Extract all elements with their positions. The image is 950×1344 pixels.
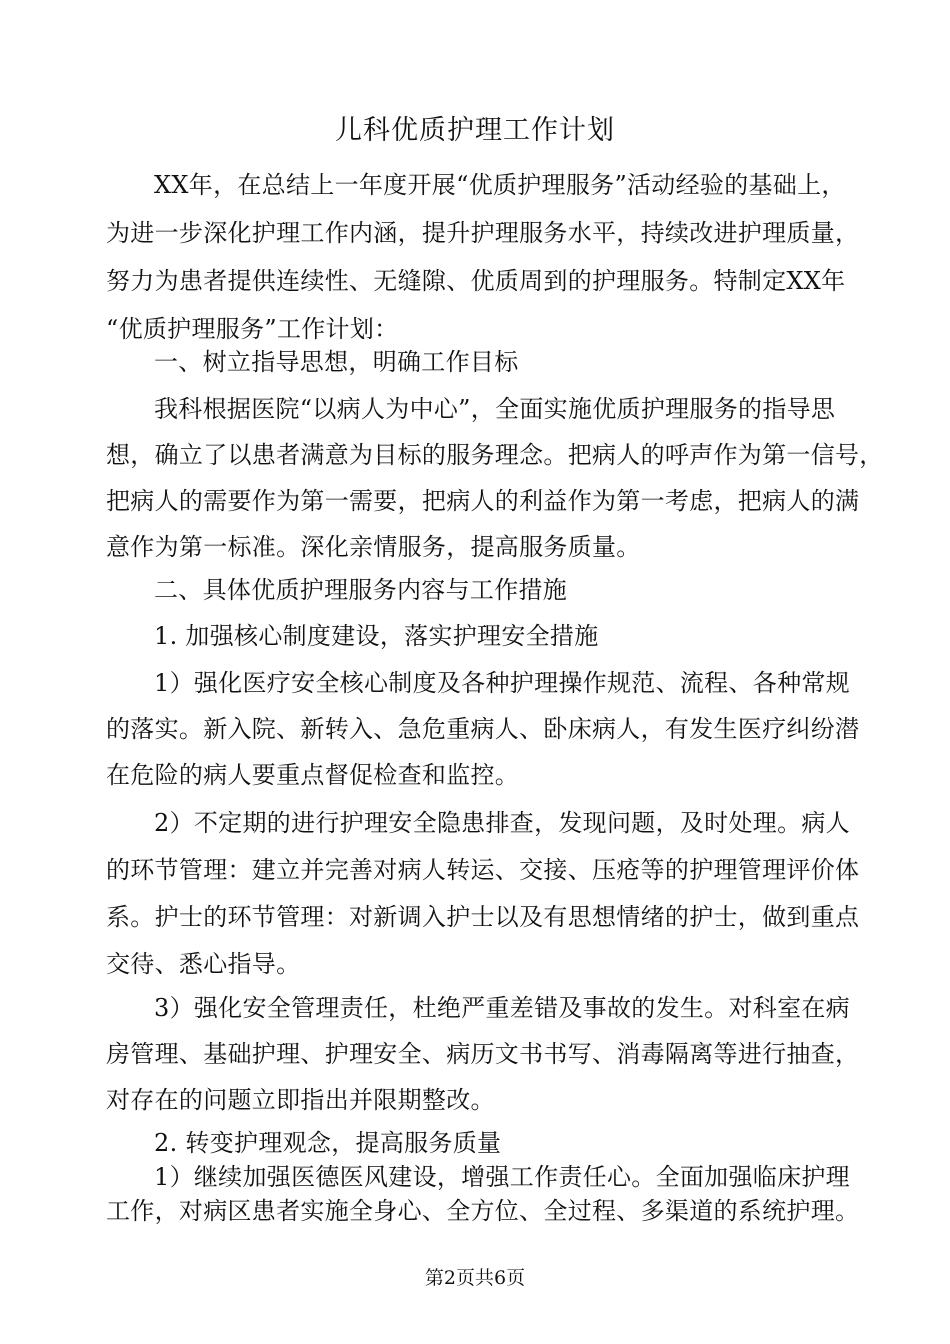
paragraph-line: “优质护理服务”工作计划： [106, 315, 399, 343]
section-heading-2 [106, 568, 846, 612]
paragraph-line: 的落实。新入院、新转入、急危重病人、卧床病人，有发生医疗纠纷潜 [106, 715, 860, 743]
paragraph-line: 想，确立了以患者满意为目标的服务理念。把病人的呼声作为第一信号， [106, 441, 884, 469]
heading-line: 2. 转变护理观念，提高服务质量 [154, 1129, 502, 1157]
heading-line: 二、具体优质护理服务内容与工作措施 [154, 576, 568, 604]
paragraph-line: 把病人的需要作为第一需要，把病人的利益作为第一考虑，把病人的满 [106, 487, 860, 515]
paragraph-line: 对存在的问题立即指出并限期整改。 [106, 1086, 495, 1114]
paragraph-line: 在危险的病人要重点督促检查和监控。 [106, 761, 520, 789]
document-title: 儿科优质护理工作计划 [335, 115, 615, 146]
paragraph-line: 工作，对病区患者实施全身心、全方位、全过程、多渠道的系统护理。 [106, 1197, 860, 1225]
subheading-2 [106, 1122, 846, 1164]
paragraph-line: 的环节管理：建立并完善对病人转运、交接、压疮等的护理管理评价体 [106, 856, 860, 884]
heading-line: 1. 加强核心制度建设，落实护理安全措施 [154, 622, 599, 650]
item-1-paragraph [106, 660, 860, 798]
paragraph-line: 意作为第一标准。深化亲情服务，提高服务质量。 [106, 533, 641, 561]
paragraph-line: 努力为患者提供连续性、无缝隙、优质周到的护理服务。特制定XX年 [106, 267, 846, 295]
paragraph-line: 交待、悉心指导。 [106, 950, 301, 978]
paragraph-line: 我科根据医院“以病人为中心”，全面实施优质护理服务的指导思 [154, 395, 836, 423]
item-3-paragraph [106, 985, 860, 1123]
guiding-thought-paragraph [106, 386, 884, 570]
item-2-paragraph [106, 800, 860, 988]
paragraph-line: 1）强化医疗安全核心制度及各种护理操作规范、流程、各种常规 [154, 669, 850, 697]
heading-line: 一、树立指导思想，明确工作目标 [154, 348, 519, 376]
paragraph-line: 系。护士的环节管理：对新调入护士以及有思想情绪的护士，做到重点 [106, 903, 860, 931]
paragraph-line: XX年，在总结上一年度开展“优质护理服务”活动经验的基础上， [154, 171, 846, 199]
paragraph-line: 为进一步深化护理工作内涵，提升护理服务水平，持续改进护理质量， [106, 219, 860, 247]
section-heading-1 [106, 340, 846, 384]
subheading-1 [106, 614, 846, 658]
intro-paragraph [106, 161, 860, 353]
page-number: 第2页共6页 [424, 1267, 526, 1289]
paragraph-line: 3）强化安全管理责任，杜绝严重差错及事故的发生。对科室在病 [154, 994, 850, 1022]
paragraph-line: 1）继续加强医德医风建设，增强工作责任心。全面加强临床护理 [154, 1163, 850, 1191]
paragraph-line: 2）不定期的进行护理安全隐患排查，发现问题，及时处理。病人 [154, 809, 850, 837]
paragraph-line: 房管理、基础护理、护理安全、病历文书书写、消毒隔离等进行抽查， [106, 1040, 860, 1068]
item-2-1-paragraph [106, 1160, 860, 1228]
